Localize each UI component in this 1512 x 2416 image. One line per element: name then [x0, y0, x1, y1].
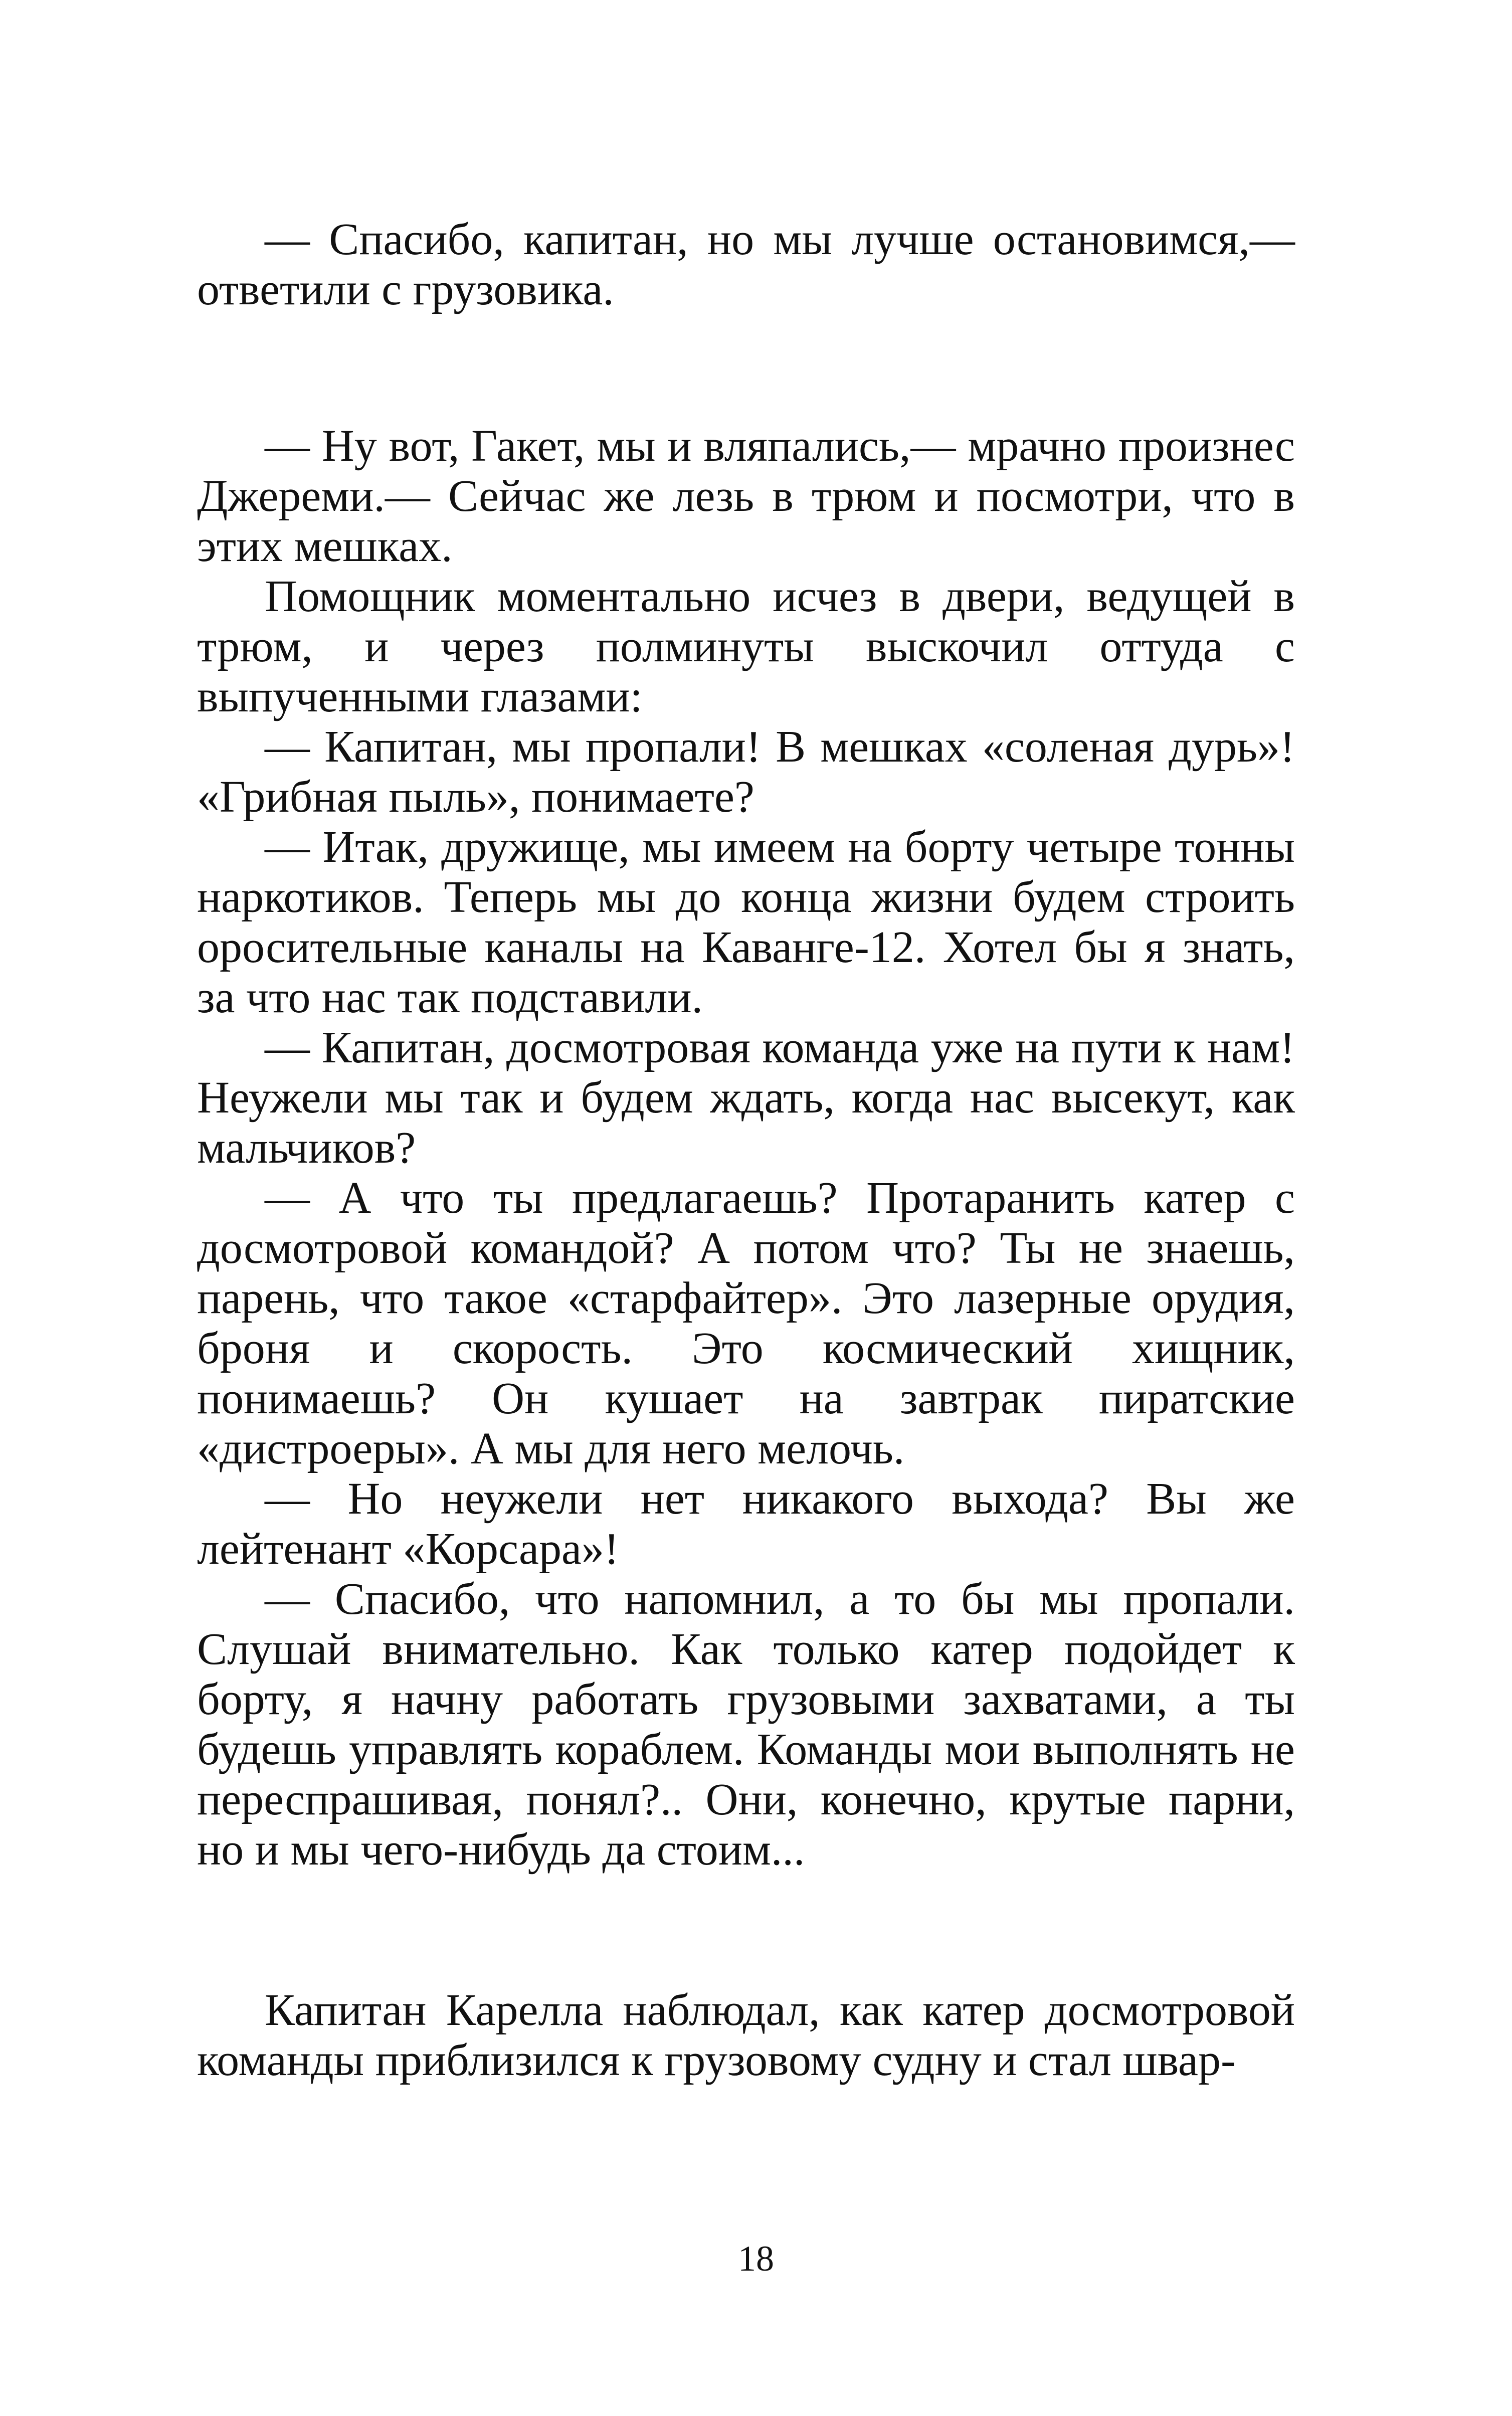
paragraph: — Спасибо, капитан, но мы лучше остановимся,— ответили с грузовика. [197, 215, 1295, 314]
paragraph: Помощник моментально исчез в двери, ведущей в трюм, и через полминуты выскочил оттуда с выпученными глазами: [197, 572, 1295, 721]
paragraph: — Итак, дружище, мы имеем на борту четыре тонны наркотиков. Теперь мы до конца жизни будем строить оросительные каналы на Каванге-12. Хотел бы я знать, за что нас так подставили. [197, 822, 1295, 1022]
text-section-1 [197, 215, 1295, 315]
paragraph: — А что ты предлагаешь? Протаранить катер с досмотровой командой? А потом что? Ты не знаешь, парень, что такое «старфайтер». Это лазерные орудия, броня и скорость. Это космический хищник, понимаешь? Он кушает на завтрак пиратские «дистроеры». А мы для него мелочь. [197, 1173, 1295, 1473]
paragraph: — Но неужели нет никакого выхода? Вы же лейтенант «Корсара»! [197, 1474, 1295, 1574]
text-section-3 [197, 1985, 1295, 2086]
paragraph: — Спасибо, что напомнил, а то бы мы пропали. Слушай внимательно. Как только катер подойдет к борту, я начну работать грузовыми захватами, а ты будешь управлять кораблем. Команды мои выполнять не переспрашивая, понял?.. Они, конечно, крутые парни, но и мы чего-нибудь да стоим... [197, 1574, 1295, 1875]
page-number: 18 [738, 2239, 774, 2279]
paragraph: — Капитан, мы пропали! В мешках «соленая дурь»! «Грибная пыль», понимаете? [197, 722, 1295, 822]
paragraph: — Ну вот, Гакет, мы и вляпались,— мрачно произнес Джереми.— Сейчас же лезь в трюм и посмотри, что в этих мешках. [197, 421, 1295, 571]
paragraph: — Капитан, досмотровая команда уже на пути к нам! Неужели мы так и будем ждать, когда нас высекут, как мальчиков? [197, 1023, 1295, 1173]
text-section-2 [197, 421, 1295, 1875]
paragraph: Капитан Карелла наблюдал, как катер досмотровой команды приблизился к грузовому судну и стал швар- [197, 1985, 1295, 2085]
